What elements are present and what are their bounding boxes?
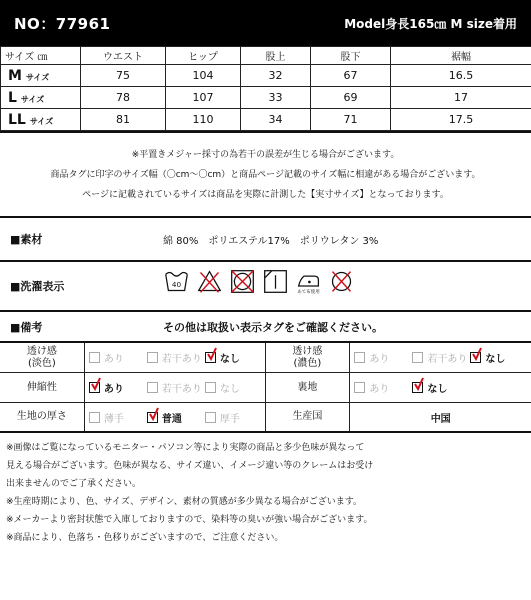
option-label: あり [369,384,390,395]
no-tumble-dry-icon [229,268,256,295]
col-header: 裾幅 [391,47,531,65]
checkbox[interactable] [354,352,365,363]
size-cell: 110 [166,109,241,131]
option-label: あり [103,354,124,365]
iron-caption: あて布使用 [297,290,320,295]
option-label: なし [219,384,240,395]
size-cell: 71 [311,109,391,131]
size-cell: 69 [311,87,391,109]
checkbox[interactable] [147,382,158,393]
checkbox[interactable] [89,352,100,363]
option-label: 若干あり [161,384,202,395]
checkbox[interactable] [89,412,100,423]
size-suffix: サイズ [20,94,45,104]
option-0[interactable] [89,380,147,395]
size-cell: 34 [241,109,311,131]
size-name: LL [8,111,26,128]
size-cell: 17.5 [391,109,531,131]
size-suffix: サイズ [25,72,50,82]
footer-line: 出来ませんのでご了承ください。 [6,479,142,489]
line-dry-shade-icon [262,268,289,295]
remarks-value: その他は取扱い表示タグをご確認ください。 [163,320,383,334]
attribute-label: 生地の厚さ [0,403,85,431]
col-header: 股下 [311,47,391,65]
checkbox[interactable] [412,352,423,363]
footer-line: ※生産時期により、色、サイズ、デザイン、素材の質感が多少異なる場合がございます。 [6,497,363,507]
checkbox[interactable] [205,412,216,423]
attribute-options [85,343,266,372]
material-row [0,218,531,262]
attribute-row [0,373,531,403]
attribute-label: 裏地 [266,373,351,402]
option-label: 厚手 [219,413,240,425]
corner-label: サイズ ㎝ [1,47,81,65]
size-name: L [8,89,17,106]
size-cell: 17 [391,87,531,109]
attribute-options [350,373,531,402]
note-line: ページに記載されているサイズは商品を実際に計測した【実寸サイズ】となっております。 [82,189,449,200]
remarks-row [0,312,531,343]
size-suffix: サイズ [29,116,54,126]
option-0[interactable] [89,410,147,425]
checkbox[interactable] [205,382,216,393]
wash-40-icon [163,268,190,295]
option-2[interactable] [205,410,263,425]
footer-notes [0,433,531,547]
option-label: 普通 [161,413,182,425]
size-cell: 78 [81,87,166,109]
option-0[interactable] [354,380,412,395]
option-label: 若干あり [427,354,468,365]
size-cell: 75 [81,65,166,87]
remarks-label: ■備考 [10,320,43,334]
option-label: なし [485,354,506,365]
attribute-grid [0,343,531,433]
material-label: ■素材 [10,233,43,246]
option-label: 薄手 [103,413,124,425]
header-bar [0,0,531,46]
attribute-label: 生産国 [266,403,351,431]
washing-label: ■洗濯表示 [10,280,65,293]
size-cell: 33 [241,87,311,109]
size-cell: 67 [311,65,391,87]
option-label: 若干あり [161,354,202,365]
attribute-label: 透け感 (濃色) [266,343,351,372]
no-bleach-icon [196,268,223,295]
product-number: NO：77961 [14,14,111,33]
option-1[interactable] [147,350,205,365]
size-cell: 16.5 [391,65,531,87]
col-header: 股上 [241,47,311,65]
checkbox[interactable] [89,382,100,393]
option-label: あり [369,354,390,365]
wash-temp: 40 [171,279,182,289]
model-info: Model身長165㎝ M size着用 [344,16,517,31]
col-header: ヒップ [166,47,241,65]
size-row-l [1,87,531,109]
checkbox[interactable] [147,412,158,423]
option-1[interactable] [147,380,205,395]
attribute-label: 透け感 (淡色) [0,343,85,372]
option-2[interactable] [205,350,263,365]
checkbox[interactable] [470,352,481,363]
attribute-label: 伸縮性 [0,373,85,402]
attribute-options [85,373,266,402]
size-cell: 81 [81,109,166,131]
size-cell: 104 [166,65,241,87]
option-2[interactable] [205,380,263,395]
attribute-value: 中国 [430,413,451,425]
checkbox[interactable] [205,352,216,363]
size-table-header [1,47,531,65]
footer-line: 見える場合がございます。色味が異なる、サイズ違い、イメージ違い等のクレームはお受け [6,461,374,471]
checkbox[interactable] [147,352,158,363]
option-label: なし [219,354,240,365]
no-dry-clean-icon [328,268,355,295]
option-1[interactable] [412,380,470,395]
attribute-options [350,343,531,372]
option-label: なし [427,384,448,395]
care-icons [163,268,355,295]
checkbox[interactable] [354,382,365,393]
size-row-ll [1,109,531,131]
iron-low-icon [295,268,322,295]
size-name: M [8,67,22,84]
footer-line: ※画像はご覧になっているモニター・パソコン等により実際の商品と多少色味が異なって [6,443,365,453]
option-0[interactable] [89,350,147,365]
note-line: 商品タグに印字のサイズ幅（〇cm～〇cm）と商品ページ記載のサイズ幅に相違がある場合がございます。 [50,169,481,180]
attribute-options [85,403,266,431]
attribute-row [0,343,531,373]
size-cell: 32 [241,65,311,87]
option-2[interactable] [470,350,528,365]
footer-line: ※メーカーより密封状態で入庫しておりますので、染料等の臭いが強い場合がございます。 [6,515,373,525]
measurement-notes [0,131,531,218]
option-1[interactable] [147,410,205,425]
option-label: あり [103,384,124,395]
material-value: 綿 80% ポリエステル17% ポリウレタン 3% [163,235,379,247]
size-table [0,46,531,131]
attribute-row [0,403,531,433]
washing-row [0,262,531,312]
note-line: ※平置きメジャー採寸の為若干の誤差が生じる場合がございます。 [131,149,400,160]
option-0[interactable] [354,350,412,365]
size-cell: 107 [166,87,241,109]
footer-line: ※商品により、色落ち・色移りがございますので、ご注意ください。 [6,533,284,543]
option-1[interactable] [412,350,470,365]
checkbox[interactable] [412,382,423,393]
size-row-m [1,65,531,87]
col-header: ウエスト [81,47,166,65]
